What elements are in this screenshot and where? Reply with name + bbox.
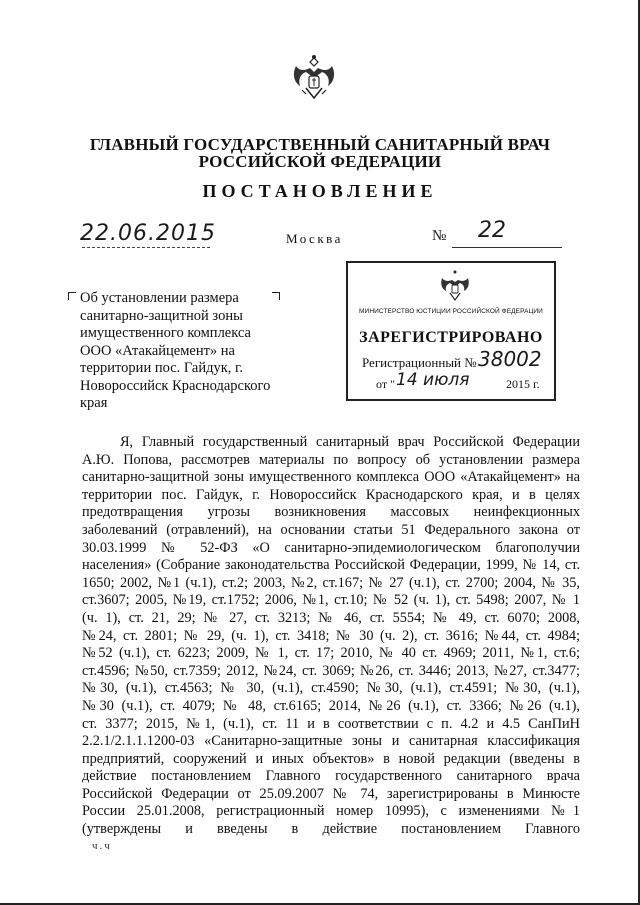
number-underline: [452, 247, 562, 248]
document-subject: [80, 290, 280, 413]
body-line: №30 (ч.1), ст. 4079; № 48, ст.6165; 2014, №26 (ч.1), ст. 3366; №26 (ч.1),: [82, 697, 580, 714]
authority-subtitle: РОССИЙСКОЙ ФЕДЕРАЦИИ: [198, 152, 442, 171]
subject-line: Новороссийск Краснодарского: [80, 377, 271, 394]
subject-line: санитарно-защитной зоны: [80, 307, 243, 324]
stamp-from-label: от ": [376, 377, 395, 391]
body-line: ст. 3377; 2015, №1, (ч.1), ст. 11 и в соответствии с п. 4.2 и 4.5 СанПиН: [82, 715, 580, 732]
date-underline: [82, 247, 210, 248]
subject-bracket-left: [68, 292, 76, 300]
city: Москва: [286, 231, 343, 246]
stamp-registration-number: 38002: [478, 347, 542, 371]
body-line: ст.3607; 2005, №19, ст.1752; 2006, №1, ст.10; № 52 (ч. 1), ст. 5498; 2007, № 1: [82, 592, 580, 609]
body-line: санитарно-защитной зоны имущественного комплекса ООО «Атакайцемент» на: [82, 469, 580, 486]
stamp-registration-label: Регистрационный №: [362, 355, 477, 370]
subject-line: ООО «Атакайцемент» на: [80, 342, 235, 359]
stamp-registration-date: 14 июля: [396, 370, 470, 390]
stamp-registered: ЗАРЕГИСТРИРОВАНО: [359, 329, 543, 346]
body-line: России 25.01.2008, регистрационный номер 10995), с изменениями №1: [82, 803, 580, 820]
body-line: территории пос. Гайдук, г. Новороссийск Краснодарского края, и в целях: [82, 486, 580, 503]
body-line: Российской Федерации от 25.09.2007 № 74, зарегистрированы в Минюсте: [82, 785, 580, 802]
body-line: А.Ю. Попова, рассмотрев материалы по вопросу об установлении размера: [82, 451, 580, 468]
number-label: №: [432, 228, 447, 244]
body-line: №24, ст. 2801; № 29, (ч. 1), ст. 3418; № 30 (ч. 2), ст. 3616; №44, ст. 4984;: [82, 627, 580, 644]
subject-line: территории пос. Гайдук, г.: [80, 360, 243, 376]
stamp-ministry: МИНИСТЕРСТВО ЮСТИЦИИ РОССИЙСКОЙ ФЕДЕРАЦИИ: [359, 308, 543, 315]
body-line: предотвращения угрозы возникновения массовых неинфекционных: [82, 504, 580, 521]
footer-mark: ч.ч: [92, 840, 112, 852]
body-line: 2.2.1/2.1.1.1200-03 «Санитарно-защитные зоны и санитарная классификация: [82, 733, 580, 750]
body-line: Я, Главный государственный санитарный врач Российской Федерации: [120, 434, 580, 450]
body-line: действие постановлением Главного государственного санитарного врача: [82, 768, 580, 785]
body-line: №52 (ч.1), ст. 6223; 2009, № 1, ст. 17; 2010, № 40 ст. 4969; 2011, №1, ст.6;: [82, 645, 580, 662]
double-headed-eagle-icon: [438, 269, 472, 303]
body-line: 1650; 2002, №1 (ч.1), ст.2; 2003, №2, ст.167; № 27 (ч.1), ст. 2700; 2004, № 35,: [82, 574, 580, 591]
body-line: №30, (ч.1), ст.4563; № 30, (ч.1), ст.4590; №30, (ч.1), ст.4591; №30, (ч.1),: [82, 680, 580, 697]
subject-line: имущественного комплекса: [80, 325, 251, 341]
subject-line: края: [80, 395, 108, 411]
body-line: (утверждены и введены в действие постановлением Главного: [82, 821, 580, 838]
russian-coat-of-arms-icon: [288, 52, 340, 104]
authority-title: ГЛАВНЫЙ ГОСУДАРСТВЕННЫЙ САНИТАРНЫЙ ВРАЧ: [89, 135, 551, 154]
body-line: ст.4596; №50, ст.7359; 2012, №24, ст. 3069; №26, ст. 3446; 2013, №27, ст.3477;: [82, 662, 580, 679]
body-line: предприятий, сооружений и иных объектов» в новой редакции (введены в: [82, 750, 580, 767]
stamp-year: 2015 г.: [506, 377, 540, 391]
document-type: ПОСТАНОВЛЕНИЕ: [202, 181, 438, 201]
subject-line: Об установлении размера: [80, 290, 239, 306]
body-line: (ч. 1), ст. 21, 29; № 27, ст. 3213; № 46, ст. 5554; № 49, ст. 6070; 2008,: [82, 609, 580, 626]
body-line: 30.03.1999 № 52-ФЗ «О санитарно-эпидемиологическом благополучии: [82, 539, 580, 556]
document-date: 22.06.2015: [80, 221, 216, 246]
body-line: населения» (Собрание законодательства Российской Федерации, 1999, № 14, ст.: [82, 557, 580, 574]
registration-stamp: [346, 261, 556, 401]
document-body: [82, 434, 580, 839]
body-line: заболеваний (отравлений), на основании статьи 51 Федерального закона от: [82, 521, 580, 538]
document-number: 22: [478, 218, 506, 243]
